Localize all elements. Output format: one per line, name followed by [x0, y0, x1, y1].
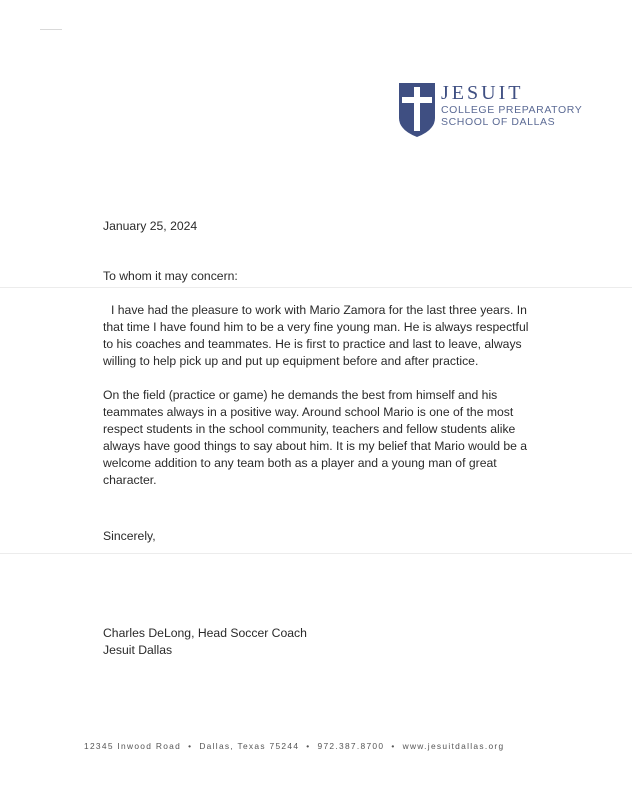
signer-organization: Jesuit Dallas [103, 643, 173, 657]
closing: Sincerely, [103, 529, 156, 543]
footer-city: Dallas, Texas 75244 [199, 741, 300, 751]
letter-date: January 25, 2024 [103, 219, 198, 233]
school-subtitle-line1: COLLEGE PREPARATORY [441, 104, 583, 116]
scan-artifact [40, 29, 62, 30]
body-paragraph: On the field (practice or game) he demands the best from himself and his teammates always in a positive way. Around school Mario is one of the most respect students in the school community, teachers and fellow students alike always have good things to say about him. It is my belief that Mario would be a welcome addition to any team both as a player and a young man of great character. [103, 388, 528, 487]
footer-phone: 972.387.8700 [317, 741, 385, 751]
signer-name: Charles DeLong, Head Soccer Coach [103, 626, 307, 640]
school-name: JESUIT [441, 82, 524, 104]
school-subtitle-line2: SCHOOL OF DALLAS [441, 116, 556, 128]
fold-line [0, 553, 632, 554]
salutation: To whom it may concern: [103, 269, 238, 283]
footer-separator: • [391, 741, 396, 751]
school-name-block [441, 82, 582, 128]
footer-separator: • [188, 741, 193, 751]
footer-separator: • [306, 741, 311, 751]
fold-line [0, 287, 632, 288]
body-paragraph: I have had the pleasure to work with Mario Zamora for the last three years. In that time I have found him to be a very fine young man. He is always respectful to his coaches and teammates. He is first to practice and last to leave, always willing to help pick up and put up equipment before and after practice. [103, 303, 529, 368]
shield-cross-logo-icon [398, 82, 436, 138]
letterhead [398, 82, 588, 138]
footer-contact [84, 741, 554, 751]
footer-address: 12345 Inwood Road [84, 741, 182, 751]
footer-website: www.jesuitdallas.org [402, 741, 505, 751]
